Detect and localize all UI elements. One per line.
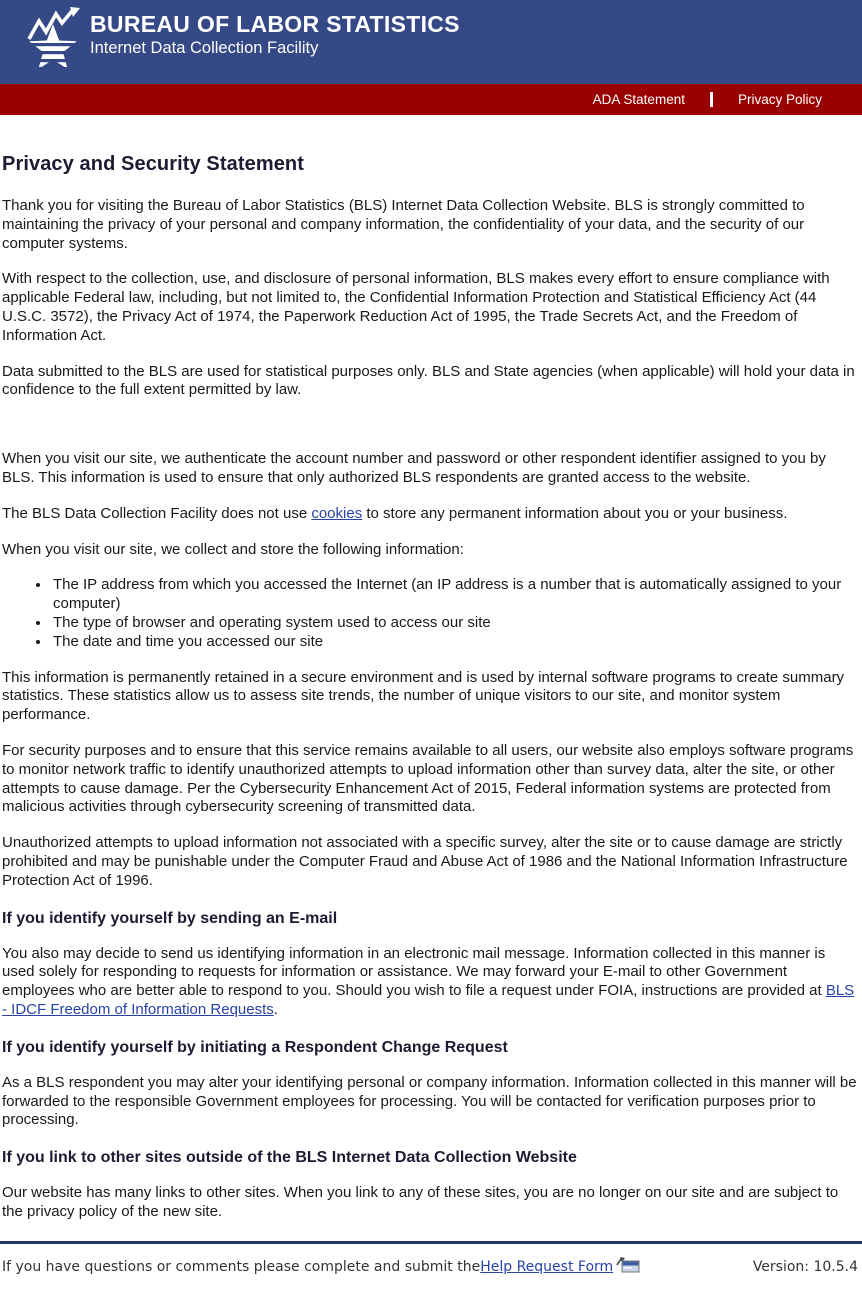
nav-ada-statement-link[interactable]: ADA Statement	[592, 92, 685, 107]
paragraph-unauthorized-attempts: Unauthorized attempts to upload information not associated with a specific survey, alter the site or to cause damage are strictly prohibited and may be punishable under the Computer Fraud and Abuse Act of 1986 and the National Information Infrastructure Protection Act of 1996.	[2, 834, 848, 889]
cookies-text-pre: The BLS Data Collection Facility does not use	[2, 504, 312, 522]
header-subtitle: Internet Data Collection Facility	[90, 38, 319, 57]
cookies-link[interactable]: cookies	[311, 504, 363, 522]
paragraph-authentication: When you visit our site, we authenticate the account number and password or other respondent identifier assigned to you by BLS. This information is used to ensure that only authorized BLS respondents are granted access to the website.	[2, 450, 826, 486]
help-request-form-link[interactable]: Help Request Form	[480, 1258, 614, 1275]
heading-email: If you identify yourself by sending an E-mail	[2, 909, 338, 927]
paragraph-email	[2, 945, 859, 1020]
paragraph-statistical-purposes: Data submitted to the BLS are used for statistical purposes only. BLS and State agencies (when applicable) will hold your data in confidence to the full extent permitted by law.	[2, 362, 855, 399]
heading-external-links: If you link to other sites outside of the BLS Internet Data Collection Website	[2, 1149, 577, 1167]
paragraph-collect-info: When you visit our site, we collect and store the following information:	[2, 540, 464, 558]
heading-change-request: If you identify yourself by initiating a Respondent Change Request	[2, 1038, 508, 1056]
list-item: • The IP address from which you accessed the Internet (an IP address is a number that is automatically assigned to your computer)	[51, 576, 859, 614]
footer	[0, 1244, 862, 1287]
paragraph-federal-law: With respect to the collection, use, and disclosure of personal information, BLS makes every effort to ensure compliance with applicable Federal law, including, but not limited to, the Confidential Information Protection and Statistical Efficiency Act (44 U.S.C. 3572), the Privacy Act of 1974, the Paperwork Reduction Act of 1995, the Trade Secrets Act, and the Freedom of Information Act.	[2, 270, 830, 344]
email-text-pre: You also may decide to send us identifying information in an electronic mail message. Information collected in this manner is used solely for responding to requests for information or assistance. We may forward your E-mail to other Government employees who are better able to respond to you. Should you wish to file a request under FOIA, instructions are provided at	[2, 944, 826, 1000]
list-item: • The type of browser and operating system used to access our site	[51, 614, 859, 633]
version-label: Version: 10.5.4	[752, 1258, 858, 1275]
footer-help-text	[2, 1257, 640, 1277]
nav-privacy-policy-link[interactable]: Privacy Policy	[737, 92, 822, 107]
cookies-text-post: to store any permanent information about you or your business.	[362, 504, 788, 522]
bls-star-logo-icon	[26, 7, 84, 79]
page-title: Privacy and Security Statement	[2, 153, 305, 175]
foia-requests-link[interactable]: BLS - IDCF Freedom of Information Requests	[2, 982, 855, 1018]
footer-text: If you have questions or comments please complete and submit the	[2, 1258, 481, 1275]
app-header	[0, 0, 862, 84]
paragraph-change-request: As a BLS respondent you may alter your identifying personal or company information. Information collected in this manner will be forwarded to the responsible Government employees for processing. You will be contacted for verification purposes prior to processing.	[2, 1073, 857, 1129]
nav-separator	[710, 92, 713, 107]
header-text	[90, 12, 460, 57]
paragraph-intro: Thank you for visiting the Bureau of Labor Statistics (BLS) Internet Data Collection Website. BLS is strongly committed to maintaining the privacy of your personal and company information, the confidentiality of your data, and the security of our computer systems.	[2, 197, 805, 252]
new-window-icon[interactable]	[616, 1257, 640, 1277]
main-content	[0, 153, 862, 1222]
header-title: BUREAU OF LABOR STATISTICS	[90, 11, 460, 38]
paragraph-external-links: Our website has many links to other sites. When you link to any of these sites, you are no longer on our site and are subject to the privacy policy of the new site.	[2, 1184, 839, 1220]
collected-info-list	[2, 576, 859, 651]
paragraph-security-monitoring: For security purposes and to ensure that this service remains available to all users, our website also employs software programs to monitor network traffic to identify unauthorized attempts to upload information other than survey data, alter the site, or other attempts to cause damage. Per the Cybersecurity Enhancement Act of 2015, Federal information systems are protected from malicious activities through cybersecurity screening of transmitted data.	[2, 741, 854, 816]
email-text-post: .	[273, 1000, 278, 1018]
top-nav-bar	[0, 84, 862, 115]
list-item: • The date and time you accessed our site	[51, 633, 859, 652]
paragraph-cookies	[2, 505, 859, 524]
paragraph-retention: This information is permanently retained in a secure environment and is used by internal software programs to create summary statistics. These statistics allow us to assess site trends, the number of unique visitors to our site, and monitor system performance.	[2, 668, 845, 724]
